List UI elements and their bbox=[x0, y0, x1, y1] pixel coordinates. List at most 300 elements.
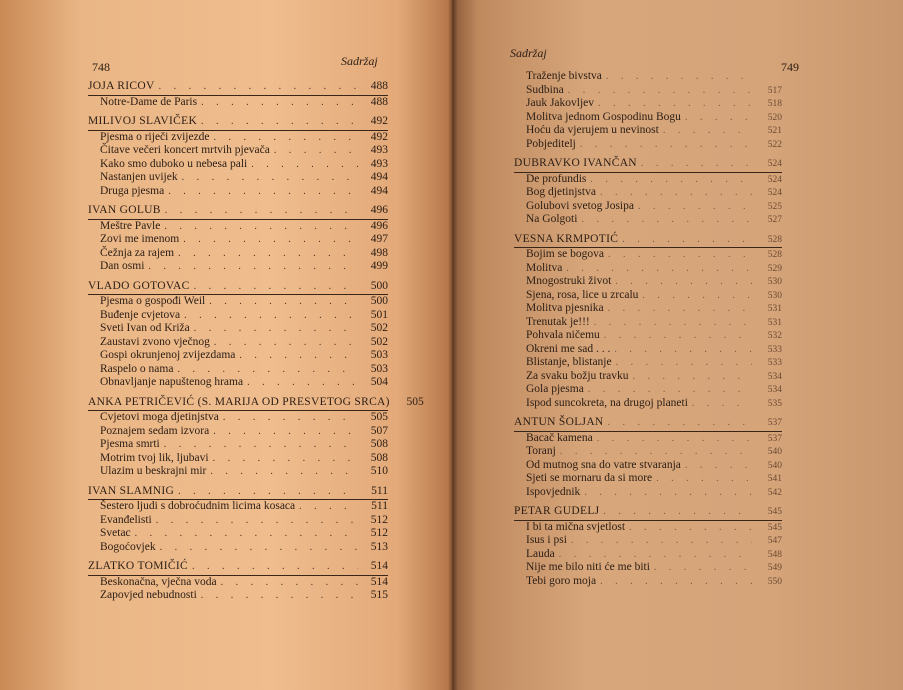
poem-title: Pobjeditelj bbox=[526, 137, 576, 150]
poem-row bbox=[514, 383, 782, 397]
poem-row bbox=[514, 432, 782, 446]
dot-leader bbox=[590, 173, 752, 187]
page-ref: 537 bbox=[767, 418, 782, 428]
poem-row bbox=[88, 527, 388, 541]
poem-row bbox=[88, 589, 388, 603]
dot-leader bbox=[641, 157, 752, 171]
page-ref: 494 bbox=[370, 184, 388, 197]
poem-title: Blistanje, blistanje bbox=[526, 356, 612, 368]
poem-row bbox=[88, 247, 388, 261]
toc-section bbox=[88, 80, 388, 109]
poem-row bbox=[514, 356, 782, 370]
page-ref: 505 bbox=[406, 395, 424, 408]
poem-row bbox=[514, 459, 782, 473]
page-ref: 548 bbox=[767, 549, 782, 560]
dot-leader bbox=[164, 438, 358, 452]
poem-row bbox=[88, 336, 388, 350]
poem-title: Nastanjen uvijek bbox=[100, 171, 178, 183]
dot-leader bbox=[580, 138, 752, 152]
dot-leader bbox=[581, 213, 752, 227]
poem-row bbox=[88, 309, 388, 323]
poem-title: Sudbina bbox=[526, 83, 564, 96]
dot-leader bbox=[183, 233, 358, 247]
author-name: VLADO GOTOVAC bbox=[88, 279, 190, 292]
page-ref: 496 bbox=[370, 219, 388, 232]
dot-leader bbox=[221, 576, 358, 590]
dot-leader bbox=[247, 376, 358, 390]
author-row bbox=[88, 115, 388, 129]
poem-row bbox=[88, 131, 388, 145]
page-ref: 503 bbox=[370, 362, 388, 375]
poem-row bbox=[514, 200, 782, 214]
poem-row bbox=[88, 411, 388, 425]
poem-title: I bi ta mična svjetlost bbox=[526, 520, 626, 533]
dot-leader bbox=[209, 295, 358, 309]
poem-title: Motrim tvoj lik, ljubavi bbox=[100, 451, 209, 464]
poem-row bbox=[514, 316, 782, 330]
dot-leader bbox=[608, 416, 752, 430]
poem-title: Golubovi svetog Josipa bbox=[526, 199, 634, 212]
dot-leader bbox=[178, 485, 358, 499]
page-ref: 504 bbox=[370, 376, 388, 388]
dot-leader bbox=[192, 560, 358, 574]
page-ref: 510 bbox=[370, 465, 388, 477]
poem-row bbox=[88, 514, 388, 528]
author-name: ZLATKO TOMIČIĆ bbox=[88, 560, 188, 572]
poem-row bbox=[88, 541, 388, 555]
dot-leader bbox=[597, 432, 752, 446]
page-ref: 531 bbox=[767, 317, 782, 328]
poem-title: Sjena, rosa, lice u zrcalu bbox=[526, 288, 639, 301]
page-ref: 550 bbox=[767, 576, 782, 587]
poem-row bbox=[514, 84, 782, 98]
poem-row bbox=[88, 233, 388, 247]
author-name: MILIVOJ SLAVIČEK bbox=[88, 115, 198, 127]
dot-leader bbox=[178, 247, 358, 261]
author-row bbox=[514, 505, 782, 519]
dot-leader bbox=[616, 356, 752, 370]
poem-row bbox=[88, 144, 388, 158]
dot-leader bbox=[213, 452, 358, 466]
page-ref: 540 bbox=[767, 447, 782, 457]
page-ref: 527 bbox=[767, 215, 782, 225]
running-header: Sadržaj bbox=[510, 46, 547, 60]
poem-title: Traženje bivstva bbox=[526, 70, 602, 82]
dot-leader bbox=[559, 548, 752, 562]
page-ref: 540 bbox=[767, 460, 782, 471]
poem-row bbox=[514, 213, 782, 227]
poem-title: Beskonačna, vječna voda bbox=[100, 575, 217, 588]
dot-leader bbox=[656, 472, 752, 486]
poem-row bbox=[514, 138, 782, 152]
dot-leader bbox=[692, 397, 752, 411]
poem-title: Gola pjesma bbox=[526, 383, 584, 395]
page-ref: 496 bbox=[370, 204, 388, 216]
author-name: ANTUN ŠOLJAN bbox=[514, 416, 604, 428]
dot-leader bbox=[160, 541, 358, 555]
poem-row bbox=[514, 472, 782, 486]
table-of-contents bbox=[88, 80, 424, 609]
poem-title: Na Golgoti bbox=[526, 213, 578, 225]
poem-title: Okreni me sad . . . bbox=[526, 342, 611, 355]
poem-row bbox=[88, 438, 388, 452]
poem-row bbox=[514, 302, 782, 316]
dot-leader bbox=[214, 131, 358, 145]
dot-leader bbox=[165, 204, 358, 218]
author-name: ANKA PETRIČEVIĆ (S. MARIJA OD PRESVETOG SRCA) bbox=[88, 395, 390, 408]
page-ref: 533 bbox=[767, 358, 782, 368]
poem-row bbox=[514, 397, 782, 411]
page-ref: 505 bbox=[370, 411, 388, 423]
poem-title: Nije me bilo niti će me biti bbox=[526, 561, 650, 573]
page-ref: 533 bbox=[767, 344, 782, 355]
page-ref: 511 bbox=[371, 500, 388, 512]
page-ref: 530 bbox=[767, 290, 782, 301]
page-ref: 500 bbox=[370, 279, 388, 292]
page-ref: 524 bbox=[767, 174, 782, 185]
page-ref: 511 bbox=[371, 484, 388, 497]
page-ref: 488 bbox=[370, 95, 388, 108]
dot-leader bbox=[210, 465, 358, 479]
page-ref: 514 bbox=[370, 560, 388, 572]
page-ref: 535 bbox=[767, 398, 782, 409]
author-row bbox=[88, 280, 388, 294]
dot-leader bbox=[654, 561, 752, 575]
poem-title: Cvjetovi moga djetinjstva bbox=[100, 411, 219, 423]
dot-leader bbox=[194, 322, 358, 336]
poem-row bbox=[514, 575, 782, 589]
page-ref: 521 bbox=[767, 126, 782, 136]
page-ref: 494 bbox=[370, 171, 388, 183]
page-ref: 513 bbox=[370, 540, 388, 553]
poem-title: Bacač kamena bbox=[526, 431, 593, 444]
dot-leader bbox=[213, 425, 358, 439]
poem-title: Mnogostruki život bbox=[526, 275, 612, 287]
poem-row bbox=[514, 486, 782, 500]
dot-leader bbox=[156, 514, 358, 528]
dot-leader bbox=[148, 260, 358, 274]
poem-title: Tebi goro moja bbox=[526, 574, 597, 587]
page-ref: 508 bbox=[370, 451, 388, 464]
dot-leader bbox=[614, 343, 752, 357]
poem-row bbox=[88, 158, 388, 172]
author-row bbox=[514, 233, 782, 247]
page-ref: 545 bbox=[767, 522, 782, 533]
author-row bbox=[88, 204, 388, 218]
author-row bbox=[88, 80, 388, 94]
dot-leader bbox=[629, 521, 752, 535]
page-ref: 522 bbox=[767, 139, 782, 150]
author-row bbox=[514, 416, 782, 430]
poem-row bbox=[514, 248, 782, 262]
page-ref: 518 bbox=[767, 99, 782, 109]
page-ref: 493 bbox=[370, 157, 388, 170]
dot-leader bbox=[182, 171, 358, 185]
poem-row bbox=[514, 70, 782, 84]
poem-row bbox=[514, 186, 782, 200]
poem-title: Obnavljanje napuštenog hrama bbox=[100, 376, 244, 388]
right-page bbox=[452, 0, 903, 690]
page-ref: 542 bbox=[767, 487, 782, 498]
page-number: 749 bbox=[781, 60, 799, 74]
poem-title: Zaustavi zvono vječnog bbox=[100, 335, 210, 348]
page-ref: 493 bbox=[370, 144, 388, 156]
poem-title: Dan osmi bbox=[100, 260, 145, 272]
page-ref: 497 bbox=[370, 233, 388, 245]
page-ref: 545 bbox=[767, 507, 782, 517]
page-ref: 515 bbox=[370, 589, 388, 601]
toc-section bbox=[88, 395, 424, 479]
dot-leader bbox=[638, 200, 752, 214]
dot-leader bbox=[663, 124, 752, 138]
dot-leader bbox=[685, 111, 752, 125]
poem-title: Druga pjesma bbox=[100, 184, 165, 197]
poem-row bbox=[88, 349, 388, 363]
dot-leader bbox=[600, 186, 752, 200]
dot-leader bbox=[615, 275, 752, 289]
poem-row bbox=[514, 111, 782, 125]
poem-title: Pjesma smrti bbox=[100, 438, 160, 450]
dot-leader bbox=[633, 370, 752, 384]
poem-title: Toranj bbox=[526, 445, 556, 457]
author-name: IVAN GOLUB bbox=[88, 204, 161, 216]
poem-row bbox=[88, 500, 388, 514]
poem-row bbox=[88, 465, 388, 479]
page-ref: 498 bbox=[370, 246, 388, 259]
page-ref: 528 bbox=[767, 250, 782, 260]
poem-title: Bog djetinjstva bbox=[526, 186, 596, 198]
dot-leader bbox=[299, 500, 358, 514]
poem-title: Zovi me imenom bbox=[100, 233, 180, 245]
poem-title: Zapovjed nebudnosti bbox=[100, 589, 197, 601]
page-ref: 503 bbox=[370, 349, 388, 361]
dot-leader bbox=[568, 84, 752, 98]
poem-title: Svetac bbox=[100, 527, 131, 539]
poem-row bbox=[514, 534, 782, 548]
dot-leader bbox=[642, 289, 752, 303]
page-ref: 502 bbox=[370, 322, 388, 334]
poem-row bbox=[514, 561, 782, 575]
poem-title: Sveti Ivan od Križa bbox=[100, 322, 190, 334]
dot-leader bbox=[566, 262, 752, 276]
poem-row bbox=[88, 322, 388, 336]
toc-section bbox=[514, 157, 782, 227]
dot-leader bbox=[184, 309, 358, 323]
dot-leader bbox=[598, 97, 752, 111]
dot-leader bbox=[274, 144, 358, 158]
poem-title: Ispovjednik bbox=[526, 485, 581, 498]
dot-leader bbox=[201, 589, 358, 603]
page-ref: 508 bbox=[370, 438, 388, 450]
poem-title: Molitva jednom Gospodinu Bogu bbox=[526, 110, 681, 123]
poem-title: Isus i psi bbox=[526, 534, 567, 546]
author-row bbox=[88, 485, 388, 499]
dot-leader bbox=[177, 363, 358, 377]
page-ref: 549 bbox=[767, 563, 782, 573]
page-number: 748 bbox=[92, 60, 110, 74]
author-name: DUBRAVKO IVANČAN bbox=[514, 157, 637, 169]
poem-title: Sjeti se mornaru da si more bbox=[526, 472, 653, 484]
author-name: JOJA RICOV bbox=[88, 80, 155, 92]
poem-title: Za svaku božju travku bbox=[526, 369, 629, 382]
page-ref: 492 bbox=[370, 130, 388, 143]
dot-leader bbox=[608, 302, 752, 316]
dot-leader bbox=[622, 233, 752, 247]
page-ref: 514 bbox=[370, 575, 388, 588]
toc-section bbox=[514, 416, 782, 499]
dot-leader bbox=[201, 115, 358, 129]
page-ref: 532 bbox=[767, 331, 782, 341]
page-ref: 512 bbox=[370, 513, 388, 526]
poem-title: Trenutak je!!! bbox=[526, 315, 590, 328]
poem-row bbox=[514, 289, 782, 303]
poem-title: Meštre Pavle bbox=[100, 219, 161, 232]
poem-title: Raspelo o nama bbox=[100, 362, 174, 375]
poem-title: Molitva bbox=[526, 261, 563, 274]
poem-row bbox=[88, 171, 388, 185]
poem-title: Poznajem sedam izvora bbox=[100, 424, 210, 437]
page-ref: 541 bbox=[767, 474, 782, 484]
toc-section bbox=[88, 485, 388, 555]
poem-row bbox=[88, 425, 388, 439]
dot-leader bbox=[685, 459, 752, 473]
poem-title: Molitva pjesnika bbox=[526, 302, 604, 314]
page-ref: 525 bbox=[767, 201, 782, 212]
poem-title: De profundis bbox=[526, 172, 587, 185]
poem-title: Jauk Jakovljev bbox=[526, 97, 595, 109]
poem-row bbox=[88, 295, 388, 309]
dot-leader bbox=[560, 445, 752, 459]
dot-leader bbox=[201, 96, 358, 110]
poem-title: Bojim se bogova bbox=[526, 248, 604, 260]
page-ref: 502 bbox=[370, 335, 388, 348]
poem-row bbox=[514, 275, 782, 289]
page-ref: 520 bbox=[767, 112, 782, 123]
poem-title: Gospi okrunjenoj zvijezdama bbox=[100, 349, 236, 361]
poem-title: Hoću da vjerujem u nevinost bbox=[526, 124, 659, 136]
poem-title: Pjesma o gospođi Weil bbox=[100, 295, 206, 307]
page-ref: 488 bbox=[370, 80, 388, 92]
page-ref: 531 bbox=[767, 304, 782, 314]
toc-section bbox=[514, 70, 782, 151]
dot-leader bbox=[606, 70, 752, 84]
dot-leader bbox=[594, 316, 752, 330]
poem-row bbox=[88, 452, 388, 466]
dot-leader bbox=[600, 575, 752, 589]
dot-leader bbox=[214, 336, 358, 350]
poem-title: Pohvala ničemu bbox=[526, 329, 600, 341]
page-ref: 517 bbox=[767, 85, 782, 96]
author-row bbox=[514, 157, 782, 171]
author-row bbox=[88, 560, 388, 574]
poem-row bbox=[514, 262, 782, 276]
page-ref: 524 bbox=[767, 188, 782, 198]
author-row bbox=[88, 395, 424, 410]
page-ref: 524 bbox=[767, 159, 782, 169]
poem-row bbox=[88, 185, 388, 199]
dot-leader bbox=[588, 383, 752, 397]
dot-leader bbox=[584, 486, 752, 500]
poem-row bbox=[514, 329, 782, 343]
poem-title: Pjesma o riječi zvijezde bbox=[100, 130, 210, 143]
toc-section bbox=[514, 233, 782, 411]
poem-row bbox=[514, 548, 782, 562]
toc-section bbox=[88, 560, 388, 603]
page-ref: 529 bbox=[767, 263, 782, 274]
dot-leader bbox=[251, 158, 358, 172]
poem-title: Šestero ljudi s dobroćudnim licima kosaca bbox=[100, 500, 296, 512]
toc-section bbox=[88, 204, 388, 274]
dot-leader bbox=[159, 80, 358, 94]
page-ref: 500 bbox=[370, 295, 388, 307]
poem-row bbox=[514, 124, 782, 138]
poem-title: Čitave večeri koncert mrtvih pjevača bbox=[100, 144, 270, 156]
dot-leader bbox=[194, 280, 358, 294]
poem-title: Ispod suncokreta, na drugoj planeti bbox=[526, 396, 688, 409]
dot-leader bbox=[571, 534, 752, 548]
author-name: IVAN SLAMNIG bbox=[88, 484, 175, 497]
poem-row bbox=[514, 173, 782, 187]
page-ref: 512 bbox=[370, 527, 388, 539]
running-header: Sadržaj bbox=[341, 54, 378, 68]
poem-title: Čežnja za rajem bbox=[100, 246, 175, 259]
author-name: VESNA KRMPOTIĆ bbox=[514, 232, 619, 245]
poem-row bbox=[88, 96, 388, 110]
poem-row bbox=[514, 343, 782, 357]
page-ref: 534 bbox=[767, 385, 782, 395]
page-ref: 507 bbox=[370, 424, 388, 437]
author-name: PETAR GUDELJ bbox=[514, 505, 600, 517]
poem-title: Bogoćovjek bbox=[100, 540, 156, 553]
poem-row bbox=[514, 370, 782, 384]
dot-leader bbox=[135, 527, 358, 541]
poem-title: Od mutnog sna do vatre stvaranja bbox=[526, 458, 681, 471]
page-ref: 501 bbox=[370, 308, 388, 321]
poem-row bbox=[88, 363, 388, 377]
poem-title: Lauda bbox=[526, 547, 555, 560]
poem-title: Kako smo duboko u nebesa pali bbox=[100, 157, 248, 170]
page-ref: 534 bbox=[767, 371, 782, 382]
page-ref: 537 bbox=[767, 433, 782, 444]
poem-row bbox=[88, 576, 388, 590]
toc-section bbox=[88, 280, 388, 390]
poem-row bbox=[514, 97, 782, 111]
dot-leader bbox=[164, 220, 358, 234]
poem-row bbox=[88, 220, 388, 234]
page-ref: 499 bbox=[370, 260, 388, 272]
toc-section bbox=[514, 505, 782, 588]
poem-row bbox=[514, 445, 782, 459]
dot-leader bbox=[168, 185, 358, 199]
dot-leader bbox=[239, 349, 358, 363]
book-gutter bbox=[448, 0, 458, 690]
page-ref: 530 bbox=[767, 277, 782, 287]
poem-row bbox=[88, 376, 388, 390]
dot-leader bbox=[223, 411, 358, 425]
page-ref: 528 bbox=[767, 234, 782, 245]
page-ref: 547 bbox=[767, 536, 782, 546]
page-ref: 492 bbox=[370, 115, 388, 127]
toc-section bbox=[88, 115, 388, 198]
dot-leader bbox=[608, 248, 752, 262]
poem-title: Ulazim u beskrajni mir bbox=[100, 465, 207, 477]
poem-row bbox=[514, 521, 782, 535]
poem-title: Buđenje cvjetova bbox=[100, 308, 181, 321]
poem-title: Evanđelisti bbox=[100, 513, 152, 526]
poem-title: Notre-Dame de Paris bbox=[100, 95, 198, 108]
table-of-contents bbox=[514, 70, 782, 594]
poem-row bbox=[88, 260, 388, 274]
